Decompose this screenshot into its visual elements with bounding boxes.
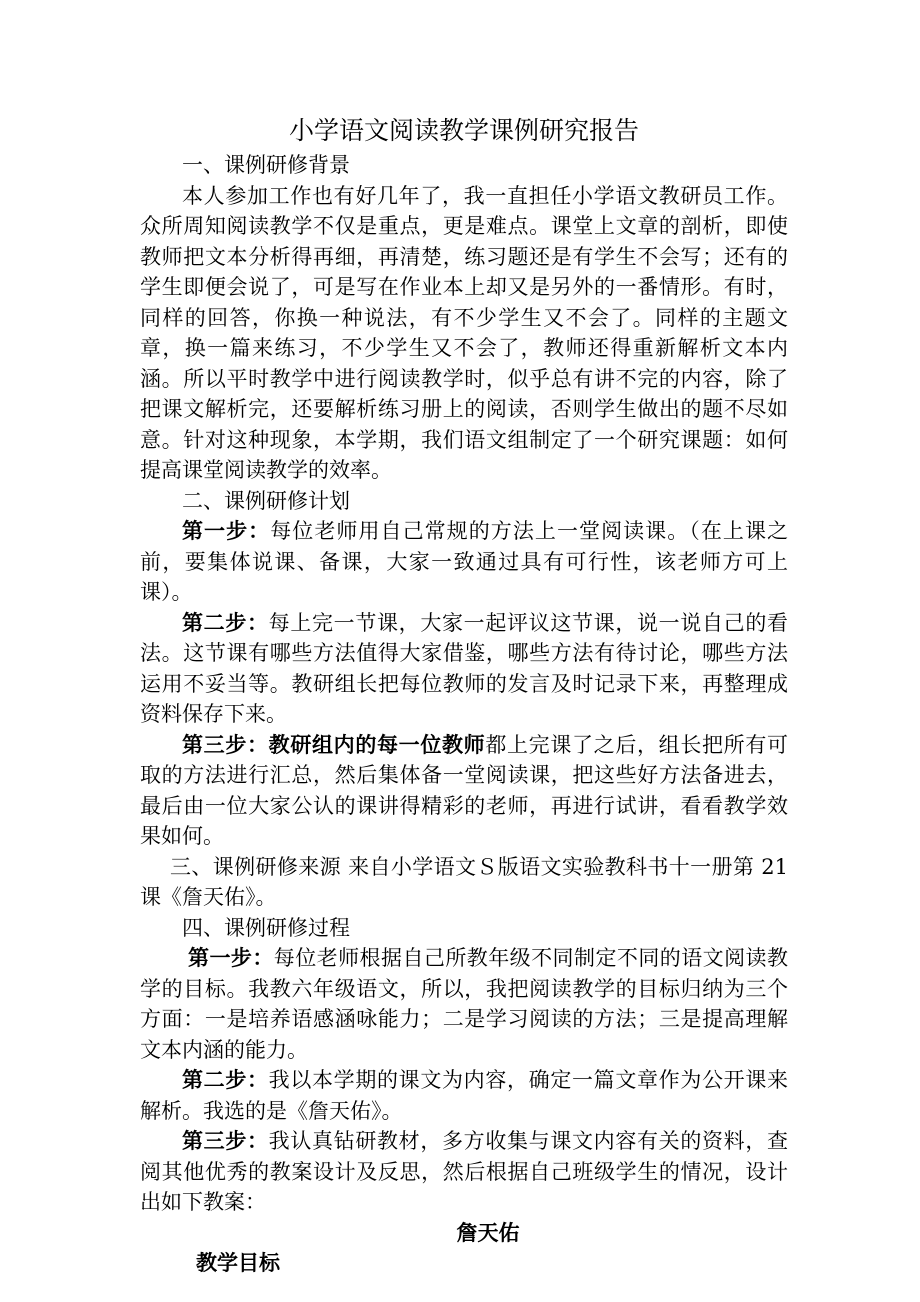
plan-step-2-label: 第二步： (182, 609, 269, 635)
plan-step-2 (140, 608, 788, 730)
process-step-1 (140, 943, 788, 1065)
plan-step-1-label: 第一步： (182, 518, 271, 543)
section-3-paragraph: 三、课例研修来源 来自小学语文Ｓ版语文实验教科书十一册第 21 课《詹天佑》。 (140, 854, 788, 909)
plan-step-3-bold-text: 教研组内的每一位教师 (268, 731, 486, 757)
plan-step-1-text: 每位老师用自己常规的方法上一堂阅读课。（在上课之前，要集体说课、备课，大家一致通过具有可行性，该老师方可上课）。 (140, 519, 789, 604)
plan-step-1 (140, 516, 788, 608)
process-step-3-text: 我认真钻研教材，多方收集与课文内容有关的资料，查阅其他优秀的教案设计及反思，然后根据自己班级学生的情况，设计出如下教案： (140, 1129, 789, 1214)
lesson-objectives-heading: 教学目标 (196, 1250, 280, 1275)
process-step-2-text: 我以本学期的课文为内容，确定一篇文章作为公开课来解析。我选的是《詹天佑》。 (140, 1068, 789, 1123)
plan-step-3-label: 第三步： (182, 731, 269, 757)
process-step-2 (140, 1065, 788, 1126)
section-4-heading: 四、课例研修过程 (182, 915, 350, 940)
plan-step-3 (140, 730, 788, 852)
process-step-2-label: 第二步： (182, 1067, 269, 1092)
process-step-3-label: 第三步： (182, 1128, 269, 1153)
section-2-heading: 二、课例研修计划 (182, 488, 350, 513)
process-step-1-text: 每位老师根据自己所教年级不同制定不同的语文阅读教学的目标。我教六年级语文，所以，我把阅读教学的目标归纳为三个方面：一是培养语感涵咏能力；二是学习阅读的方法；三是提高理解文本内涵的能力。 (140, 946, 789, 1062)
document-title: 小学语文阅读教学课例研究报告 (288, 116, 639, 145)
document-page (140, 112, 788, 1279)
plan-step-3-text: 都上完课了之后，组长把所有可取的方法进行汇总，然后集体备一堂阅读课，把这些好方法备进去，最后由一位大家公认的课讲得精彩的老师，再进行试讲，看看教学效果如何。 (140, 732, 789, 848)
process-step-3 (140, 1126, 788, 1218)
section-1-paragraph: 本人参加工作也有好几年了，我一直担任小学语文教研员工作。众所周知阅读教学不仅是重点，更是难点。课堂上文章的剖析，即使教师把文本分析得再细，再清楚，练习题还是有学生不会写；还有的学生即便会说了，可是写在作业本上却又是另外的一番情形。有时，同样的回答，你换一种说法，有不少学生又不会了。同样的主题文章，换一篇来练习，不少学生又不会了，教师还得重新解析文本内涵。所以平时教学中进行阅读教学时，似乎总有讲不完的内容，除了把课文解析完，还要解析练习册上的阅读，否则学生做出的题不尽如意。针对这种现象，本学期，我们语文组制定了一个研究课题：如何提高课堂阅读教学的效率。 (140, 183, 788, 482)
process-step-1-label: 第一步： (188, 945, 274, 970)
lesson-title: 詹天佑 (456, 1219, 520, 1245)
section-1-heading: 一、课例研修背景 (182, 153, 350, 177)
plan-step-2-text: 每上完一节课，大家一起评议这节课，说一说自己的看法。这节课有哪些方法值得大家借鉴，哪些方法有待讨论，哪些方法运用不妥当等。教研组长把每位教师的发言及时记录下来，再整理成资料保存下来。 (140, 610, 789, 726)
